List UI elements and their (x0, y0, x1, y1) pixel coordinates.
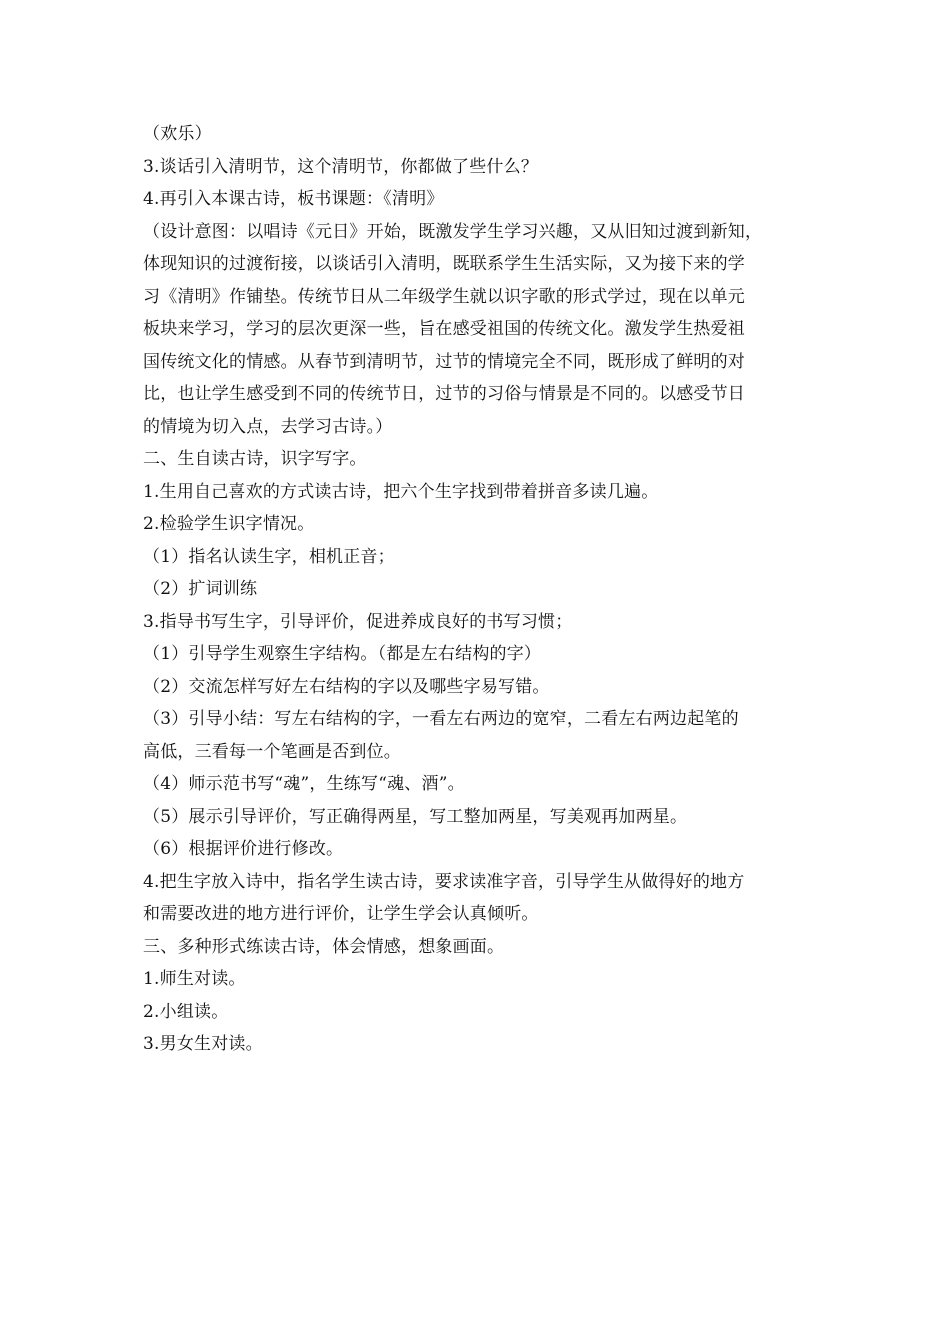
text-line: （2）扩词训练 (143, 579, 258, 599)
text-line: 4.把生字放入诗中，指名学生读古诗，要求读准字音，引导学生从做得好的地方 (143, 871, 745, 892)
text-line: （2）交流怎样写好左右结构的字以及哪些字易写错。 (143, 676, 550, 697)
text-line: 的情境为切入点，去学习古诗。） (143, 416, 393, 437)
text-line: 板块来学习，学习的层次更深一些，旨在感受祖国的传统文化。激发学生热爱祖 (143, 319, 745, 339)
text-line: 2.小组读。 (143, 1001, 229, 1022)
section-heading: 二、生自读古诗，识字写字。 (143, 449, 367, 469)
document-body (143, 118, 813, 1061)
text-line: 1.生用自己喜欢的方式读古诗，把六个生字找到带着拼音多读几遍。 (143, 481, 659, 502)
text-line: 体现知识的过渡衔接，以谈话引入清明，既联系学生生活实际，又为接下来的学 (143, 254, 745, 274)
text-line: 习《清明》作铺垫。传统节日从二年级学生就以识字歌的形式学过，现在以单元 (143, 286, 745, 307)
text-line: 3.谈话引入清明节，这个清明节，你都做了些什么？ (143, 156, 539, 177)
text-line: 3.指导书写生字，引导评价，促进养成良好的书写习惯； (143, 611, 573, 632)
section-heading: 三、多种形式练读古诗，体会情感，想象画面。 (143, 936, 505, 957)
text-line: （1）指名认读生字，相机正音； (143, 546, 395, 567)
text-line: 2.检验学生识字情况。 (143, 514, 315, 534)
text-line: 和需要改进的地方进行评价，让学生学会认真倾听。 (143, 904, 539, 924)
text-line: 比，也让学生感受到不同的传统节日，过节的习俗与情景是不同的。以感受节日 (143, 384, 745, 404)
text-line: 3.男女生对读。 (143, 1034, 263, 1054)
text-line: 1.师生对读。 (143, 969, 246, 989)
text-line: （1）引导学生观察生字结构。（都是左右结构的字） (143, 644, 542, 664)
text-line: （设计意图：以唱诗《元日》开始，既激发学生学习兴趣，又从旧知过渡到新知， (143, 221, 763, 242)
text-line: 4.再引入本课古诗，板书课题：《清明》 (143, 189, 444, 209)
text-line: 高低，三看每一个笔画是否到位。 (143, 741, 401, 762)
text-line: （欢乐） (143, 124, 212, 144)
text-line: （4）师示范书写“魂”，生练写“魂、酒”。 (143, 774, 465, 794)
text-line: （3）引导小结：写左右结构的字，一看左右两边的宽窄，二看左右两边起笔的 (143, 709, 739, 729)
text-line: （6）根据评价进行修改。 (143, 839, 344, 859)
text-line: 国传统文化的情感。从春节到清明节，过节的情境完全不同，既形成了鲜明的对 (143, 351, 745, 372)
text-line: （5）展示引导评价，写正确得两星，写工整加两星，写美观再加两星。 (143, 806, 688, 827)
